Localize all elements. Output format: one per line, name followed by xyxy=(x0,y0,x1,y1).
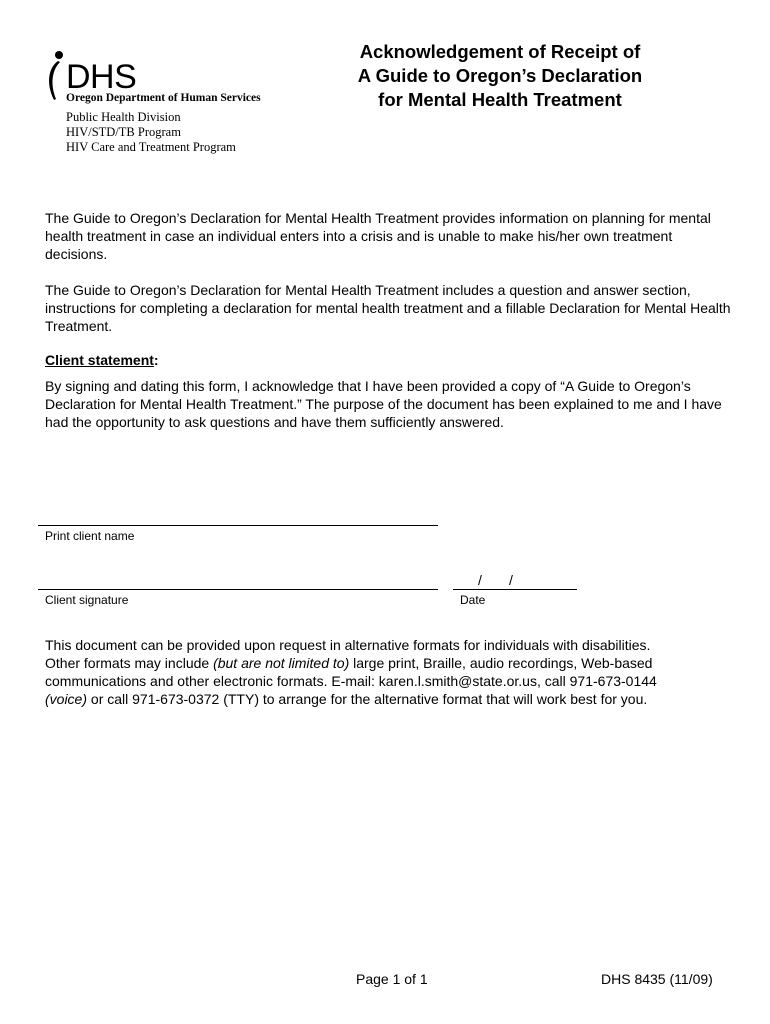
notice-line: communications and other electronic formats. E-mail: karen.l.smith@state.or.us, call 971-673-0144 xyxy=(45,673,657,689)
notice-line xyxy=(45,690,735,708)
document-title xyxy=(330,40,670,112)
notice-text: or call 971-673-0372 (TTY) to arrange for the alternative format that will work best for you. xyxy=(87,691,648,707)
print-name-label: Print client name xyxy=(45,529,135,543)
notice-text: Other formats may include xyxy=(45,655,214,671)
division-line: HIV/STD/TB Program xyxy=(66,125,181,139)
notice-line: This document can be provided upon request in alternative formats for individuals with disabilities. xyxy=(45,637,651,653)
notice-text: large print, Braille, audio recordings, Web-based xyxy=(349,655,653,671)
signature-label: Client signature xyxy=(45,593,129,607)
client-statement-heading xyxy=(45,352,159,368)
notice-italic: (but are not limited to) xyxy=(213,655,350,671)
client-statement-heading-text: Client statement xyxy=(45,352,154,368)
intro-paragraph: The Guide to Oregon’s Declaration for Mental Health Treatment provides information on planning for mental health treatment in case an individual enters into a crisis and is unable to make his/her own treatment decisions. xyxy=(45,210,711,262)
date-slash: / xyxy=(509,572,513,588)
heading-colon: : xyxy=(153,352,159,368)
division-line: HIV Care and Treatment Program xyxy=(66,140,236,154)
date-slash: / xyxy=(478,572,482,588)
guide-contents-paragraph: The Guide to Oregon’s Declaration for Mental Health Treatment includes a question and answer section, instructions for completing a declaration for mental health treatment and a fillable Declaration for Mental Health Treatment. xyxy=(45,282,731,334)
dhs-logo xyxy=(44,50,294,102)
logo-dhs-text: DHS xyxy=(66,58,137,96)
title-line: Acknowledgement of Receipt of xyxy=(359,41,641,62)
page-number: Page 1 of 1 xyxy=(356,971,428,987)
title-line: for Mental Health Treatment xyxy=(378,89,622,110)
notice-line xyxy=(45,654,735,672)
date-label: Date xyxy=(460,593,486,607)
signature-line[interactable] xyxy=(38,589,438,590)
form-number: DHS 8435 (11/09) xyxy=(601,971,713,987)
date-line[interactable] xyxy=(453,589,577,590)
notice-italic: (voice) xyxy=(45,691,88,707)
accessibility-notice xyxy=(45,636,735,708)
title-line: A Guide to Oregon’s Declaration xyxy=(357,65,643,86)
dhs-figure-icon xyxy=(44,50,68,102)
print-name-line[interactable] xyxy=(38,525,438,526)
client-statement-text: By signing and dating this form, I acknowledge that I have been provided a copy of “A Guide to Oregon’s Declaration for Mental Health Treatment.” The purpose of the document has been explained to me and I have had the opportunity to ask questions and have them sufficiently answered. xyxy=(45,378,722,430)
department-name: Oregon Department of Human Services xyxy=(66,92,261,104)
division-line: Public Health Division xyxy=(66,110,181,124)
division-lines xyxy=(66,110,236,155)
